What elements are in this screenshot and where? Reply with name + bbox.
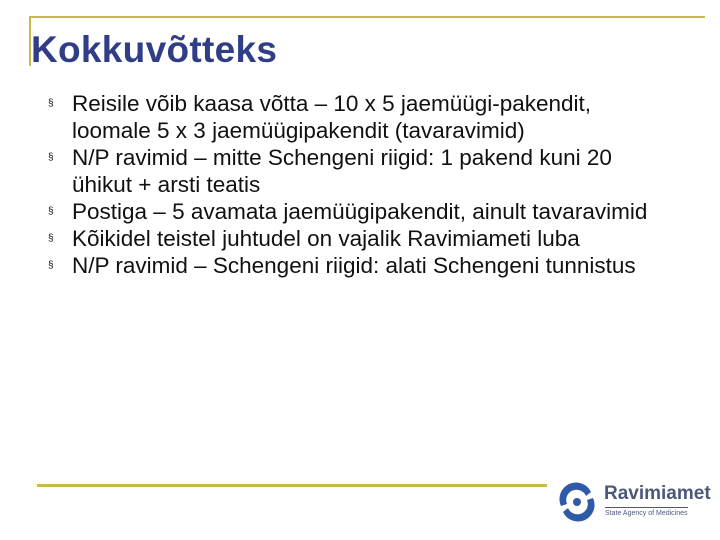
slide-title: Kokkuvõtteks	[31, 29, 278, 70]
bullet-text: Kõikidel teistel juhtudel on vajalik Ravimiameti luba	[72, 226, 580, 251]
bullet-marker-icon: §	[48, 206, 54, 217]
bullet-text: Reisile võib kaasa võtta – 10 x 5 jaemüügi-pakendit, loomale 5 x 3 jaemüügipakendit (tavaravimid)	[72, 91, 592, 143]
bullet-marker-icon: §	[48, 233, 54, 244]
ravimiamet-logo-icon	[553, 480, 601, 524]
bullet-marker-icon: §	[48, 260, 54, 271]
logo-subtitle: State Agency of Medicines	[605, 507, 688, 518]
bullet-item	[48, 144, 668, 198]
bullet-text: N/P ravimid – mitte Schengeni riigid: 1 pakend kuni 20 ühikut + arsti teatis	[72, 145, 612, 197]
title-top-rule	[29, 16, 705, 18]
bullet-marker-icon: §	[48, 152, 54, 163]
bullet-item	[48, 252, 668, 279]
bullet-item	[48, 198, 668, 225]
bullet-item	[48, 225, 668, 252]
footer-rule	[37, 484, 547, 487]
bullet-marker-icon: §	[48, 98, 54, 109]
logo-name: Ravimiamet	[604, 483, 711, 504]
ravimiamet-logo	[553, 480, 713, 524]
bullet-item	[48, 90, 668, 144]
bullet-list	[48, 90, 668, 279]
bullet-text: Postiga – 5 avamata jaemüügipakendit, ainult tavaravimid	[72, 199, 648, 224]
bullet-text: N/P ravimid – Schengeni riigid: alati Schengeni tunnistus	[72, 253, 636, 278]
